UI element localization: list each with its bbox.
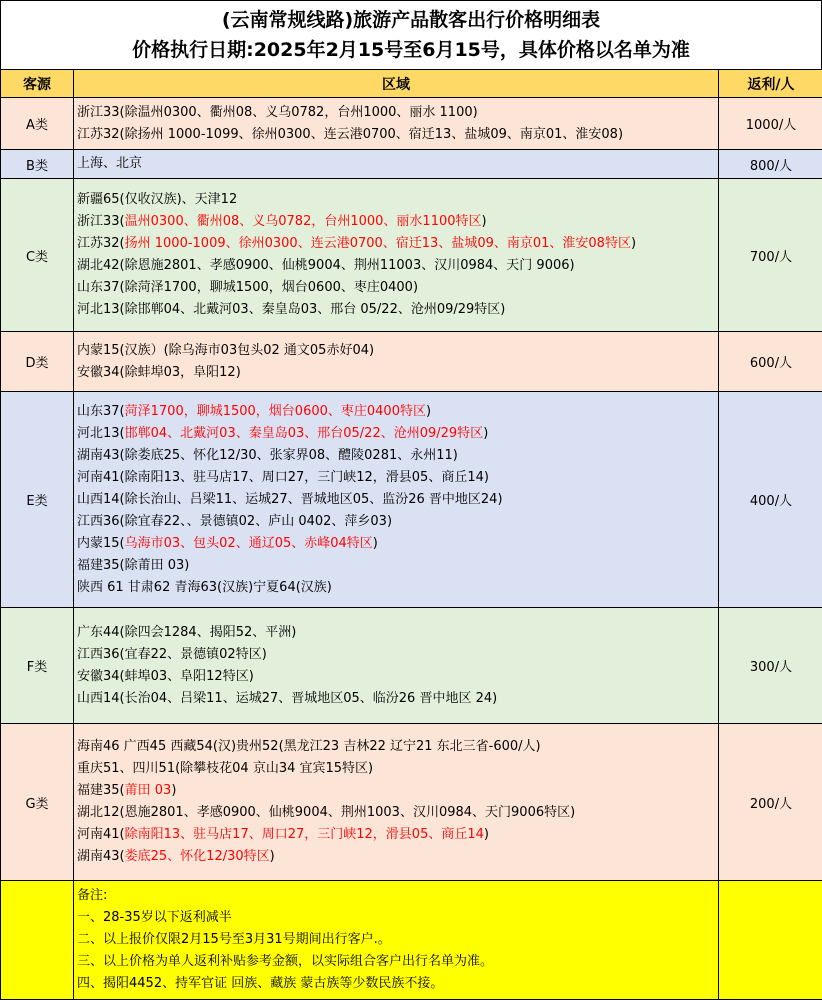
area-text: 湖北42(除恩施2801、孝感0900、仙桃9004、荆州11003、汉川0984、天门 9006) [77, 258, 575, 273]
notes-row [1, 881, 822, 1000]
area-line [77, 467, 718, 489]
category-cell: F类 [1, 608, 74, 724]
sheet-subtitle-date: 价格执行日期:2025年2月15号至6月15号，具体价格以名单为准 [132, 39, 690, 61]
area-text: ) [481, 214, 487, 229]
special-zone-text: 乌海市03、包头02、通辽05、赤峰04特区 [124, 535, 373, 551]
table-row-f [1, 608, 822, 724]
category-cell: B类 [1, 150, 74, 179]
category-cell: G类 [1, 724, 74, 881]
area-line [77, 362, 718, 384]
area-text: ) [372, 535, 378, 551]
area-line [77, 688, 718, 710]
area-text: 江苏32(除扬州 1000-1099、徐州0300、连云港0700、宿迁13、盐城09、南京01、淮安08) [77, 126, 624, 142]
price-table [1, 70, 822, 999]
area-cell [74, 332, 719, 392]
area-text: 广东44(除四会1284、揭阳52、平洲) [77, 624, 297, 640]
area-line [77, 577, 718, 599]
area-text: 内蒙15(汉族）(除乌海市03包头02 通文05赤好04) [77, 342, 375, 358]
rebate-cell: 800/人 [719, 150, 822, 179]
area-line [77, 401, 718, 423]
area-text: 江西36(宜春22、景德镇02特区) [77, 646, 267, 662]
notes-empty-cell [1, 881, 74, 1000]
area-line [77, 802, 718, 824]
title-block [1, 1, 821, 70]
note-item: 三、以上价格为单人返利补贴参考金额，以实际组合客户出行名单为准。 [77, 954, 494, 969]
header-source: 客源 [1, 70, 74, 98]
rebate-cell: 1000/人 [719, 98, 822, 150]
area-line [77, 153, 718, 175]
area-text: 湖北12(恩施2801、孝感0900、仙桃9004、荆州1003、汉川0984、天门9006特区) [77, 805, 576, 820]
area-line [77, 340, 718, 362]
area-text: 河北13( [77, 425, 125, 441]
area-cell [74, 179, 719, 332]
table-row-a [1, 98, 822, 150]
category-cell: D类 [1, 332, 74, 392]
area-line [77, 489, 718, 511]
category-cell: E类 [1, 392, 74, 608]
area-text: 山东37( [77, 403, 125, 419]
header-row [1, 70, 822, 98]
area-text: 江西36(除宜春22、、景德镇02、庐山 0402、萍乡03) [77, 513, 393, 529]
area-line [77, 555, 718, 577]
area-line [77, 533, 718, 555]
note-item: 四、揭阳4452、持军官证 回族、藏族 蒙古族等少数民族不接。 [77, 976, 444, 991]
notes-empty-cell [719, 881, 822, 1000]
area-line [77, 758, 718, 780]
area-text: 河南41( [77, 827, 125, 842]
area-text: 福建35(除莆田 03) [77, 557, 190, 573]
area-line [77, 255, 718, 277]
area-text: ) [483, 425, 489, 441]
area-line [77, 666, 718, 688]
area-line [77, 211, 718, 233]
table-row-g [1, 724, 822, 881]
area-text: 山西14(长治04、吕梁11、运城27、晋城地区05、临汾26 晋中地区 24) [77, 690, 498, 706]
area-text: 重庆51、四川51(除攀枝花04 京山34 宜宾15特区) [77, 761, 374, 776]
area-line [77, 102, 718, 124]
special-zone-text: 除南阳13、驻马店17、周口27，三门峡12，滑县05、商丘14 [124, 827, 484, 842]
area-text: ) [630, 236, 637, 251]
area-line [77, 511, 718, 533]
sheet-title: (云南常规线路)旅游产品散客出行价格明细表 [221, 9, 601, 31]
notes-cell [74, 881, 719, 1000]
area-text: 河南41(除南阳13、驻马店17、周口27，三门峡12，滑县05、商丘14) [77, 469, 489, 485]
header-rebate: 返利/人 [719, 70, 822, 98]
area-text: ) [425, 403, 432, 419]
area-text: ) [171, 783, 177, 798]
rebate-cell: 600/人 [719, 332, 822, 392]
table-row-b [1, 150, 822, 179]
table-row-e [1, 392, 822, 608]
area-line [77, 124, 718, 146]
area-line [77, 277, 718, 299]
area-text: 福建35( [77, 783, 125, 798]
area-line [77, 299, 718, 321]
special-zone-text: 扬州 1000-1009、徐州0300、连云港0700、宿迁13、盐城09、南京01、淮安08特区 [124, 236, 631, 251]
rebate-cell: 300/人 [719, 608, 822, 724]
area-text: 山东37(除菏泽1700，聊城1500，烟台0600、枣庄0400) [77, 280, 419, 295]
header-area: 区域 [74, 70, 719, 98]
rebate-cell: 400/人 [719, 392, 822, 608]
area-cell [74, 150, 719, 179]
area-text: 上海、北京 [77, 156, 143, 171]
area-text: 新疆65(仅收汉族)、天津12 [77, 192, 238, 207]
area-cell [74, 608, 719, 724]
area-cell [74, 98, 719, 150]
area-text: 安徽34(除蚌埠03，阜阳12) [77, 364, 241, 380]
category-cell: C类 [1, 179, 74, 332]
rebate-cell: 200/人 [719, 724, 822, 881]
area-line [77, 423, 718, 445]
area-text: 浙江33( [77, 214, 125, 229]
area-text: 山西14(除长治山、吕梁11、运城27、晋城地区05、监汾26 晋中地区24) [77, 491, 503, 507]
area-text: 湖南43(除娄底25、怀化12/30、张家界08、醴陵0281、永州11) [77, 447, 458, 463]
special-zone-text: 莆田 03 [124, 783, 172, 798]
area-text: 河北13(除邯郸04、北戴河03、秦皇岛03、邢台 05/22、沧州09/29特区) [77, 302, 506, 317]
table-row-c [1, 179, 822, 332]
note-item: 一、28-35岁以下返利减半 [77, 910, 232, 925]
area-line [77, 233, 718, 255]
special-zone-text: 邯郸04、北戴河03、秦皇岛03、邢台05/22、沧州09/29特区 [124, 425, 484, 441]
category-cell: A类 [1, 98, 74, 150]
area-text: 浙江33(除温州0300、衢州08、义乌0782，台州1000、丽水 1100) [77, 104, 478, 120]
area-text: 安徽34(蚌埠03、阜阳12特区) [77, 668, 254, 684]
area-text: 海南46 广西45 西藏54(汉)贵州52(黑龙江23 吉林22 辽宁21 东北三省-600/人) [77, 739, 541, 754]
area-line [77, 644, 718, 666]
notes-heading: 备注: [77, 888, 108, 903]
special-zone-text: 温州0300、衢州08、义乌0782，台州1000、丽水1100特区 [124, 214, 482, 229]
area-line [77, 824, 718, 846]
special-zone-text: 娄底25、怀化12/30特区 [124, 849, 270, 864]
table-row-d [1, 332, 822, 392]
area-line [77, 445, 718, 467]
area-cell [74, 724, 719, 881]
area-text: 内蒙15( [77, 535, 125, 551]
rebate-cell: 700/人 [719, 179, 822, 332]
special-zone-text: 菏泽1700，聊城1500，烟台0600、枣庄0400特区 [124, 403, 426, 419]
area-cell [74, 392, 719, 608]
area-text: ) [483, 827, 489, 842]
area-line [77, 846, 718, 868]
area-text: 江苏32( [77, 236, 125, 251]
area-line [77, 736, 718, 758]
area-line [77, 622, 718, 644]
area-line [77, 780, 718, 802]
area-text: ) [269, 849, 275, 864]
area-text: 陕西 61 甘肃62 青海63(汉族)宁夏64(汉族) [77, 579, 332, 595]
note-item: 二、以上报价仅限2月15号至3月31号期间出行客户.。 [77, 932, 391, 947]
area-text: 湖南43( [77, 849, 125, 864]
area-line [77, 189, 718, 211]
